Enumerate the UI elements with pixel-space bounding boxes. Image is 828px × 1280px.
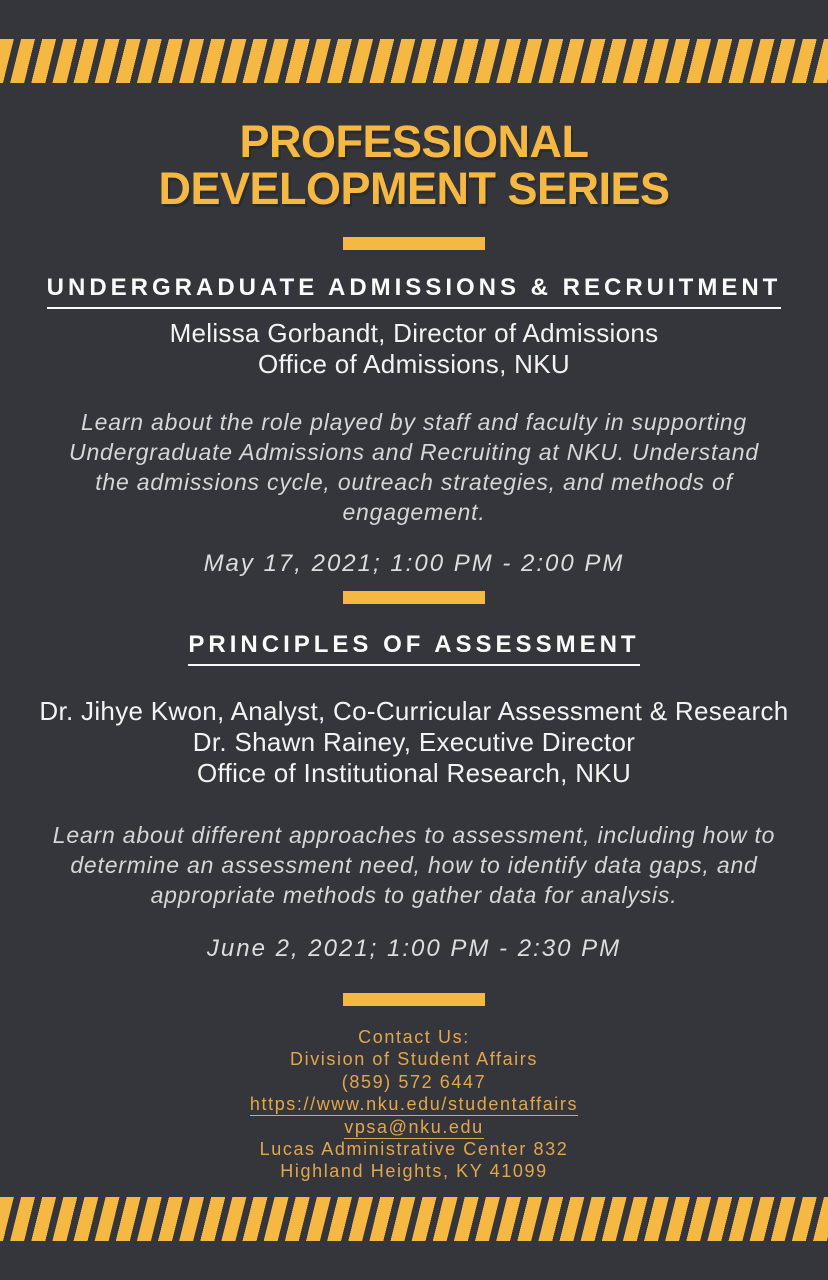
- contact-heading: Contact Us:: [358, 1027, 470, 1047]
- session-datetime: May 17, 2021; 1:00 PM - 2:00 PM: [203, 550, 625, 577]
- speaker-line: Melissa Gorbandt, Director of Admissions: [169, 318, 659, 348]
- session-principles-of-assessment: [0, 631, 828, 963]
- email-link[interactable]: vpsa@nku.edu: [344, 1116, 484, 1137]
- session-heading: [0, 631, 828, 666]
- description-line: Undergraduate Admissions and Recruiting at NKU. Understand: [69, 439, 759, 465]
- session-heading: [0, 274, 828, 309]
- speaker-line: Office of Institutional Research, NKU: [196, 758, 632, 788]
- page-title-line2: DEVELOPMENT SERIES: [158, 163, 670, 214]
- contact-address-line2: Highland Heights, KY 41099: [280, 1161, 548, 1182]
- description-line: the admissions cycle, outreach strategies, and methods of: [95, 469, 733, 495]
- session-datetime: June 2, 2021; 1:00 PM - 2:30 PM: [206, 935, 622, 962]
- page-title: [0, 0, 828, 212]
- speaker-line: Dr. Jihye Kwon, Analyst, Co-Curricular Assessment & Research: [39, 696, 789, 726]
- session-heading-text: UNDERGRADUATE ADMISSIONS & RECRUITMENT: [47, 274, 782, 309]
- description-line: appropriate methods to gather data for analysis.: [150, 882, 678, 908]
- speaker-line: Office of Admissions, NKU: [258, 349, 570, 379]
- divider-bar: [343, 237, 485, 250]
- description-line: Learn about different approaches to assessment, including how to: [52, 822, 776, 848]
- contact-org: Division of Student Affairs: [290, 1049, 538, 1070]
- session-description: [0, 407, 828, 527]
- description-line: engagement.: [342, 499, 486, 525]
- divider-bar: [343, 591, 485, 604]
- caution-stripes-top: [0, 39, 828, 83]
- description-line: Learn about the role played by staff and faculty in supporting: [81, 409, 747, 435]
- session-heading-text: PRINCIPLES OF ASSESSMENT: [188, 631, 639, 666]
- session-speakers: [0, 318, 828, 380]
- page-title-line1: PROFESSIONAL: [239, 116, 589, 167]
- website-link[interactable]: https://www.nku.edu/studentaffairs: [249, 1094, 579, 1115]
- session-speakers: [0, 696, 828, 789]
- contact-block: [0, 1026, 828, 1183]
- divider-bar: [343, 993, 485, 1006]
- description-line: determine an assessment need, how to identify data gaps, and: [70, 852, 758, 878]
- caution-stripes-bottom: [0, 1197, 828, 1241]
- contact-address-line1: Lucas Administrative Center 832: [259, 1139, 569, 1160]
- contact-phone: (859) 572 6447: [341, 1071, 487, 1092]
- speaker-line: Dr. Shawn Rainey, Executive Director: [192, 727, 636, 757]
- session-description: [0, 820, 828, 910]
- session-undergraduate-admissions: [0, 274, 828, 578]
